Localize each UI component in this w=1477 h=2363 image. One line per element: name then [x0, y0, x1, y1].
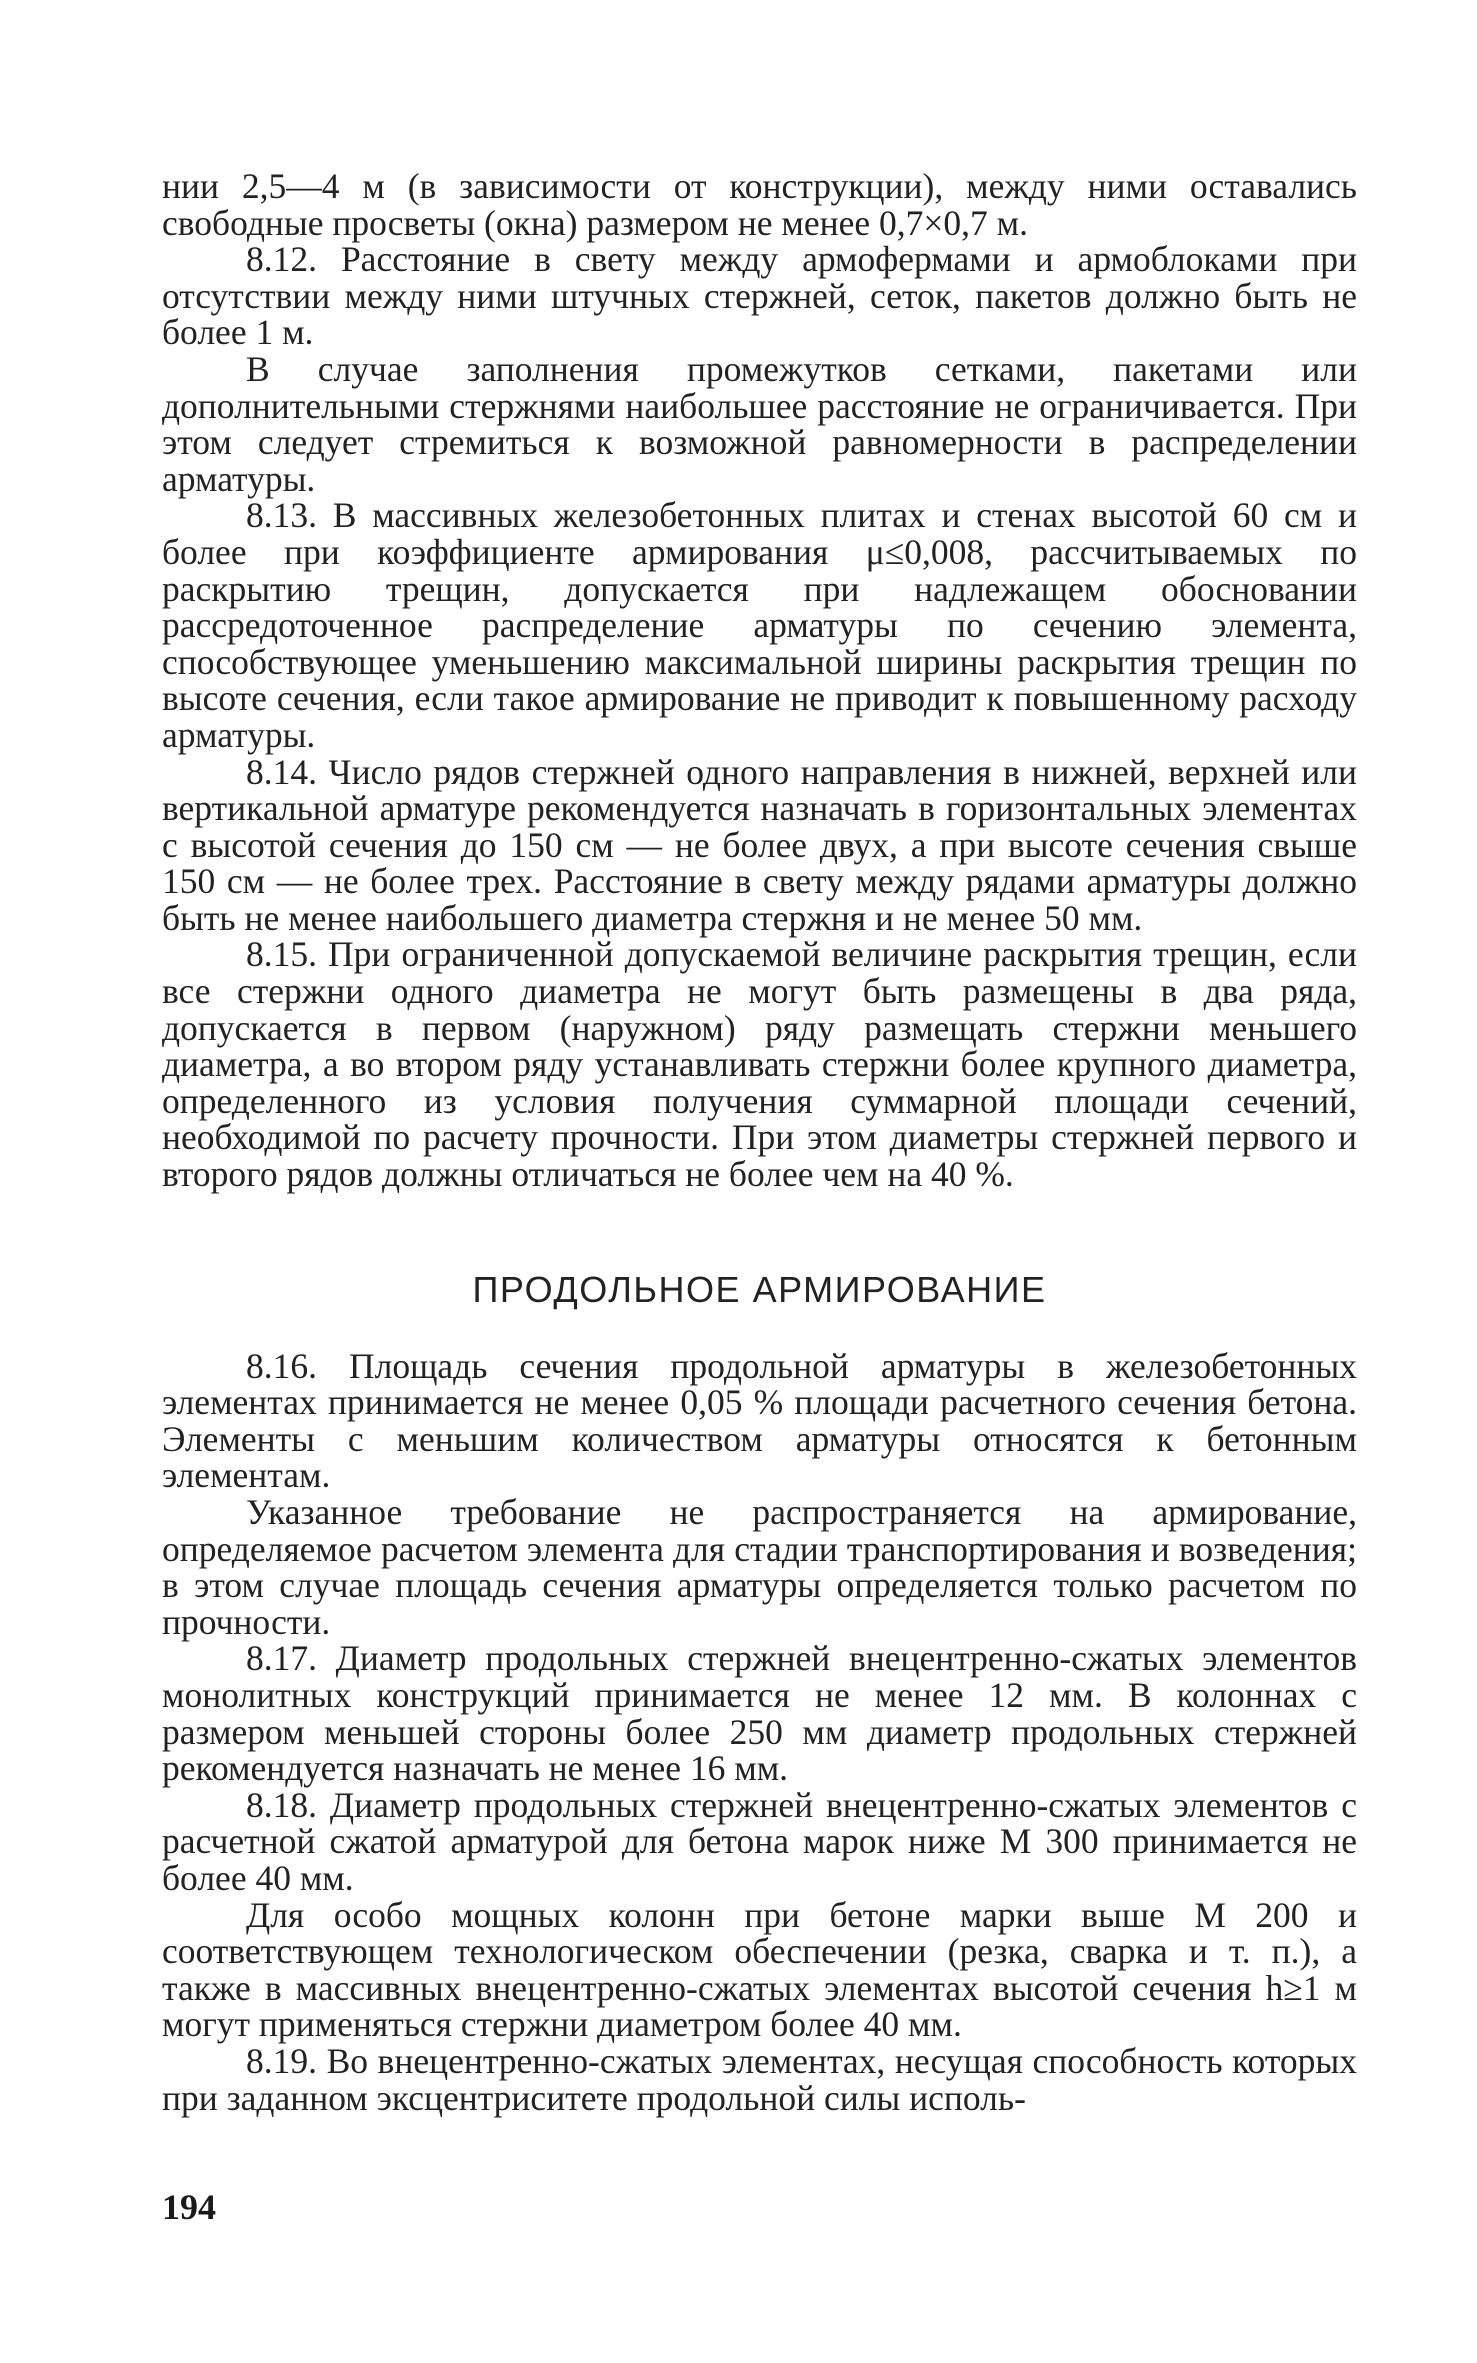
section-heading: ПРОДОЛЬНОЕ АРМИРОВАНИЕ — [472, 1268, 1047, 1310]
paragraph: 8.15. При ограниченной допускаемой величине раскрытия трещин, если все стержни одного диаметра не могут быть размещены в два ряда, допускается в первом (наружном) ряду размещать стержни меньшего диаметра, а во втором ряду устанавливать стержни более крупного диаметра, определенного из условия получения суммарной площади сечений, необходимой по расчету прочности. При этом диаметры стержней первого и второго рядов должны отличаться не более чем на 40 %. — [162, 934, 1357, 1195]
page-number: 194 — [162, 2187, 216, 2227]
paragraph: нии 2,5—4 м (в зависимости от конструкции), между ними оставались свободные просветы (окна) размером не менее 0,7×0,7 м. — [162, 166, 1357, 243]
paragraph: 8.14. Число рядов стержней одного направления в нижней, верхней или вертикальной арматуре рекомендуется назначать в горизонтальных элементах с высотой сечения до 150 см — не более двух, а при высоте сечения свыше 150 см — не более трех. Расстояние в свету между рядами арматуры должно быть не менее наибольшего диаметра стержня и не менее 50 мм. — [162, 751, 1357, 938]
paragraph: 8.12. Расстояние в свету между армофермами и армоблоками при отсутствии между ними штучных стержней, сеток, пакетов должно быть не более 1 м. — [162, 239, 1357, 353]
section-after — [162, 1345, 1357, 2118]
paragraph: 8.16. Площадь сечения продольной арматуры в железобетонных элементах принимается не менее 0,05 % площади расчетного сечения бетона. Элементы с меньшим количеством арматуры относятся к бетонным элементам. — [162, 1345, 1357, 1496]
page-body — [162, 168, 1357, 2116]
paragraph: Указанное требование не распространяется на армирование, определяемое расчетом элемента для стадии транспортирования и возведения; в этом случае площадь сечения арматуры определяется только расчетом по прочности. — [162, 1492, 1357, 1642]
paragraph: 8.17. Диаметр продольных стержней внецентренно-сжатых элементов монолитных конструкций принимается не менее 12 мм. В колоннах с размером меньшей стороны более 250 мм диаметр продольных стержней рекомендуется назначать не менее 16 мм. — [162, 1638, 1357, 1789]
paragraph: Для особо мощных колонн при бетоне марки выше М 200 и соответствующем технологическом обеспечении (резка, сварка и т. п.), а также в массивных внецентренно-сжатых элементах высотой сечения h≥1 м могут применяться стержни диаметром более 40 мм. — [162, 1894, 1357, 2045]
paragraph: 8.19. Во внецентренно-сжатых элементах, несущая способность которых при заданном эксцентриситете продольной силы исполь- — [162, 2040, 1357, 2118]
paragraph: 8.18. Диаметр продольных стержней внецентренно-сжатых элементов с расчетной сжатой арматурой для бетона марок ниже М 300 принимается не более 40 мм. — [162, 1784, 1357, 1898]
section-before — [162, 168, 1357, 1193]
paragraph: 8.13. В массивных железобетонных плитах и стенах высотой 60 см и более при коэффициенте армирования μ≤0,008, рассчитываемых по раскрытию трещин, допускается при надлежащем обосновании рассредоточенное распределение арматуры по сечению элемента, способствующее уменьшению максимальной ширины раскрытия трещин по высоте сечения, если такое армирование не приводит к повышенному расходу арматуры. — [162, 495, 1357, 755]
paragraph: В случае заполнения промежутков сетками, пакетами или дополнительными стержнями наибольшее расстояние не ограничивается. При этом следует стремиться к возможной равномерности в распределении арматуры. — [162, 348, 1357, 499]
